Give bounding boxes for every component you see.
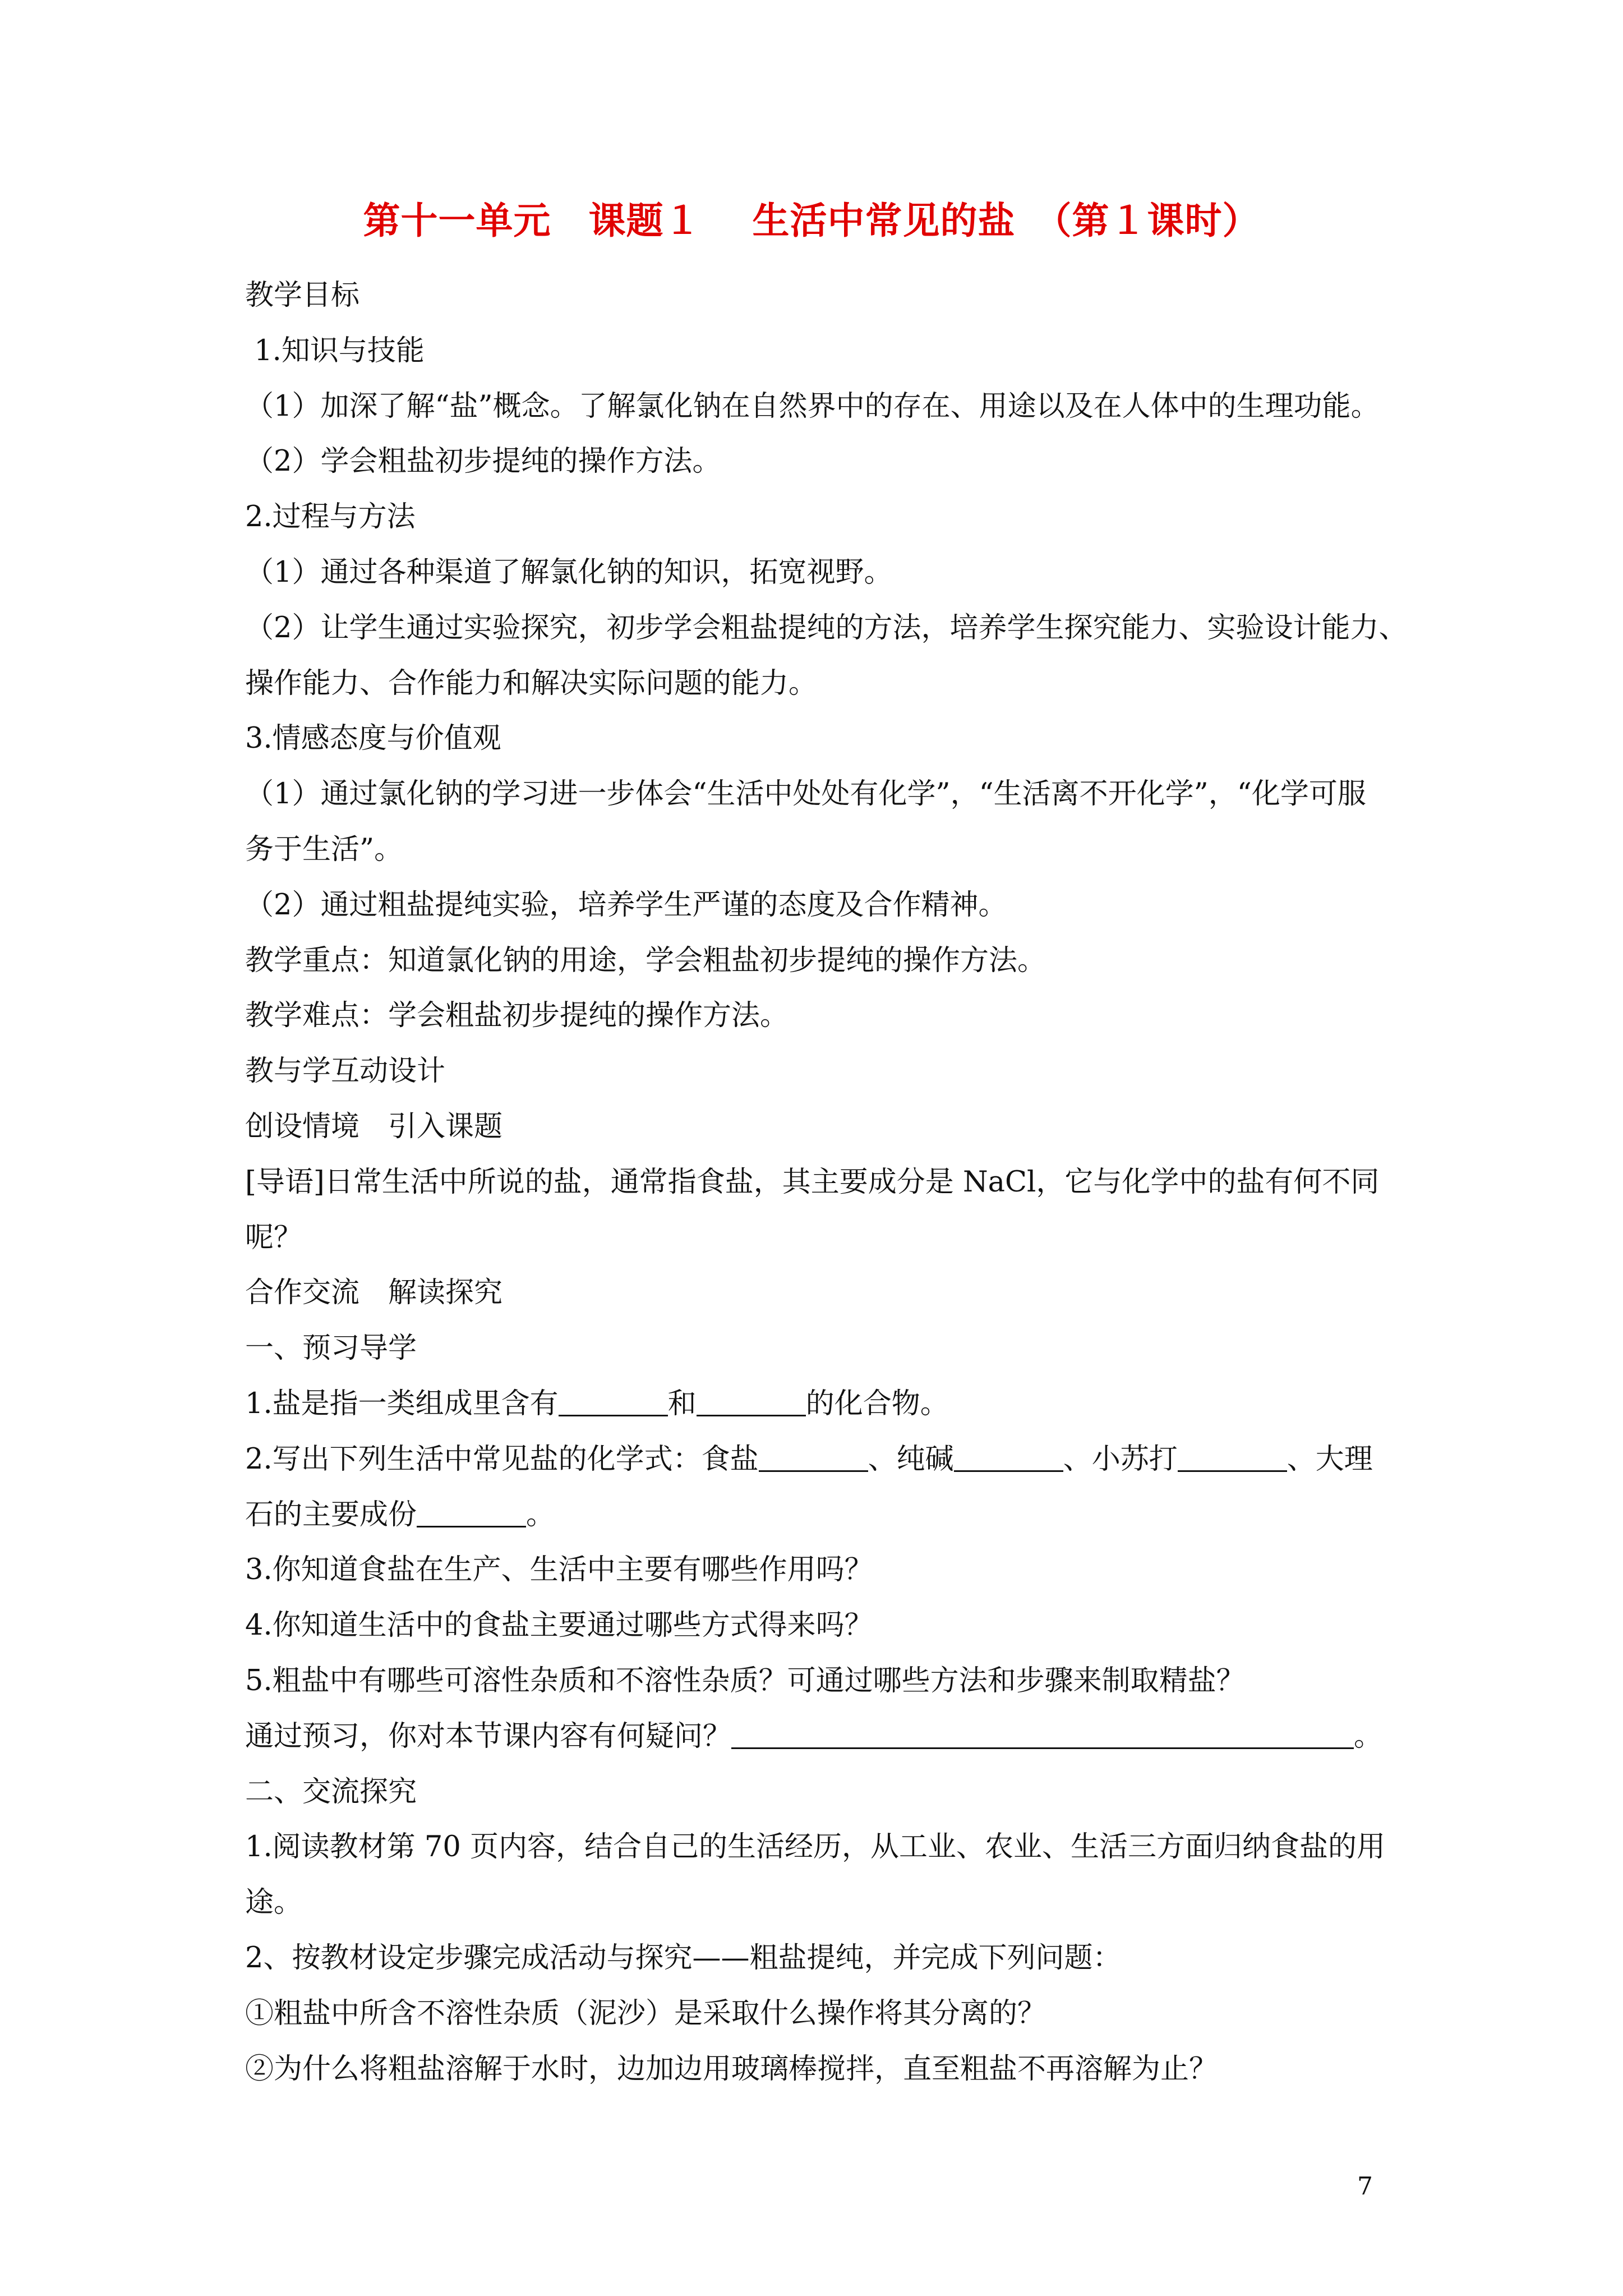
paragraph-line: 2、按教材设定步骤完成活动与探究——粗盐提纯，并完成下列问题： [245, 1941, 1122, 1975]
question-text: 和 [667, 1387, 697, 1420]
question-3: 3.你知道食盐在生产、生活中主要有哪些作用吗？ [245, 1553, 873, 1587]
question-text: 石的主要成份 [245, 1498, 417, 1531]
question-text: 的化合物。 [805, 1387, 949, 1420]
subheading-introduce-topic: 创设情境 引入课题 [245, 1110, 503, 1143]
question-text: 、小苏打 [1063, 1442, 1178, 1476]
question-text: 。 [1354, 1719, 1383, 1753]
paragraph-line: 操作能力、合作能力和解决实际问题的能力。 [245, 666, 818, 700]
subheading-process-method: 2.过程与方法 [245, 500, 416, 534]
question-text: 1.盐是指一类组成里含有 [245, 1387, 559, 1420]
page-number: 7 [1357, 2172, 1373, 2201]
section-heading-preview: 一、预习导学 [245, 1332, 417, 1365]
section-heading-exploration: 二、交流探究 [245, 1775, 417, 1809]
paragraph-line: （2）学会粗盐初步提纯的操作方法。 [245, 445, 721, 478]
subheading-attitude-values: 3.情感态度与价值观 [245, 722, 501, 756]
question-text: 。 [526, 1498, 555, 1531]
question-2-continued [245, 1488, 1412, 1543]
question-4: 4.你知道生活中的食盐主要通过哪些方式得来吗？ [245, 1609, 873, 1642]
section-heading-interaction: 教与学互动设计 [245, 1055, 446, 1088]
preview-question [245, 1709, 1412, 1765]
paragraph-line: ②为什么将粗盐溶解于水时，边加边用玻璃棒搅拌，直至粗盐不再溶解为止？ [245, 2052, 1218, 2086]
paragraph-line: （1）通过氯化钠的学习进一步体会“生活中处处有化学”，“生活离不开化学”，“化学可服 [245, 777, 1366, 811]
fill-blank[interactable] [731, 1716, 1354, 1749]
paragraph-line: ①粗盐中所含不溶性杂质（泥沙）是采取什么操作将其分离的？ [245, 1996, 1046, 2030]
question-1 [245, 1377, 1412, 1432]
paragraph-line: 呢？ [245, 1221, 303, 1254]
fill-blank[interactable] [759, 1439, 868, 1472]
question-text: 、纯碱 [868, 1442, 954, 1476]
paragraph-line: （2）通过粗盐提纯实验，培养学生严谨的态度及合作精神。 [245, 888, 1007, 922]
paragraph-line: （2）让学生通过实验探究，初步学会粗盐提纯的方法，培养学生探究能力、实验设计能力、 [245, 611, 1408, 645]
paragraph-line: 1.阅读教材第 70 页内容，结合自己的生活经历，从工业、农业、生活三方面归纳食盐的用 [245, 1830, 1385, 1864]
teaching-difficulty: 教学难点：学会粗盐初步提纯的操作方法。 [245, 999, 789, 1033]
subheading-knowledge-skills: 1.知识与技能 [245, 334, 425, 367]
paragraph-line: （1）加深了解“盐”概念。了解氯化钠在自然界中的存在、用途以及在人体中的生理功能。 [245, 389, 1380, 423]
fill-blank[interactable] [697, 1383, 806, 1416]
fill-blank[interactable] [954, 1439, 1063, 1472]
question-5: 5.粗盐中有哪些可溶性杂质和不溶性杂质？可通过哪些方法和步骤来制取精盐？ [245, 1664, 1245, 1697]
paragraph-line: （1）通过各种渠道了解氯化钠的知识，拓宽视野。 [245, 555, 893, 589]
question-text: 、大理 [1287, 1442, 1373, 1476]
section-heading-objectives: 教学目标 [245, 279, 360, 312]
lesson-title: 第十一单元 课题１ 生活中常见的盐 （第１课时） [363, 199, 1260, 242]
paragraph-line: [导语]日常生活中所说的盐，通常指食盐，其主要成分是 NaCl，它与化学中的盐有何不同 [245, 1165, 1380, 1199]
paragraph-line: 务于生活”。 [245, 832, 403, 866]
question-text: 2.写出下列生活中常见盐的化学式：食盐 [245, 1442, 759, 1476]
teaching-key-point: 教学重点：知道氯化钠的用途，学会粗盐初步提纯的操作方法。 [245, 944, 1046, 977]
document-body [245, 268, 1412, 2097]
question-2 [245, 1432, 1412, 1488]
subheading-cooperation: 合作交流 解读探究 [245, 1276, 503, 1310]
fill-blank[interactable] [417, 1494, 526, 1527]
fill-blank[interactable] [1178, 1439, 1287, 1472]
paragraph-line: 途。 [245, 1886, 303, 1920]
question-text: 通过预习，你对本节课内容有何疑问？ [245, 1719, 732, 1753]
fill-blank[interactable] [559, 1383, 668, 1416]
